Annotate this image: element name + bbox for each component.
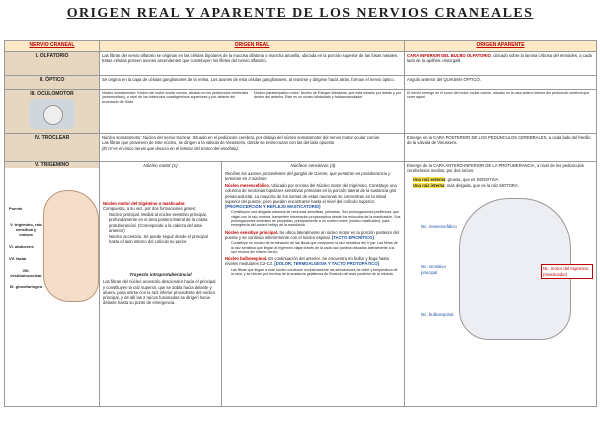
princ-note: Constituye un núcleo de terminación de las fibras que componen la raíz sensitiva del V par. Las fibras de la raíz sensitiva que llegan al trigémino viajan través de la cada raíz pontina ubicados lateralmente a la raíz motora del mismo nervio. bbox=[231, 241, 398, 254]
aparente-optico: Angulo anterior del QUIASMA ÓPTICO. bbox=[405, 76, 597, 90]
mes-note: Constituyen una delgada columna de neuronas sensitivas, primarias. Sus prolongaciones periféricas, que viajan con la raíz motora, transmiten información propioceptiva desde los músculos de la masticación. Sus prolongaciones centrales se proyectan, principalmente a un núcleo motor (núcleo masticador), para emergencia del control reflejo de la mandíbula. bbox=[231, 210, 401, 228]
princ-text: Se ubica lateralmente al núcleo motor en la porción posterior del puente y se continúa inferiormente con el núcleo espinal. bbox=[225, 229, 399, 240]
sensitive-heading: Núcleos sensitivos (3) bbox=[290, 163, 336, 168]
nerve-name-oculomotor bbox=[5, 90, 100, 134]
real-troclear bbox=[100, 134, 405, 162]
aparente-olfatorio-bold: CARA INFERIOR DEL BULBO OLFATORIO bbox=[407, 53, 491, 58]
aparente-raiz-externa bbox=[413, 177, 594, 182]
real-troclear-note: (El IV es el único nervio que decusa en el interior del tronco del encéfalo). bbox=[102, 145, 239, 151]
nerve-name-troclear: IV. TROCLEAR bbox=[5, 134, 100, 162]
mes-title: Núcleo mesencefálico. bbox=[225, 183, 271, 189]
raiz-interna-label: Una raíz interna bbox=[413, 182, 445, 188]
bulbo-text: Es continuación del anterior. Se encuentra en bulbo y llega hasta niveles medulares C2-C3. bbox=[225, 256, 389, 267]
princ-tag: [TACTO EPICRÍTICO] bbox=[331, 234, 374, 240]
motor-intro: Compuesto, a su vez, por dos formaciones grises: bbox=[103, 205, 197, 211]
col-header-real: ORIGEN REAL bbox=[100, 41, 405, 52]
real-oculomotor-parasimpatico: Núcleo parasimpático motor: Núcleo de Edinger-Westphal, que está situado por detrás y por dentro del anterior. Este es un núcleo bilobulado y fotoaccomodador bbox=[254, 91, 401, 100]
pons-shape bbox=[43, 190, 99, 302]
real-oculomotor-somatomotor: Núcleo somatomotor: Núcleo del motor ocular común, situado en los pedúnculos cerebrales (mesencéfalo), a nivel de los tubérculos cuadrigéminos superiores y por delante del acueducto de Silvio. bbox=[102, 91, 249, 104]
pons-label: Puente bbox=[9, 206, 23, 212]
motor-heading: Núcleo motor (1) bbox=[143, 163, 178, 168]
row-olfatorio bbox=[5, 52, 597, 76]
aparente-olfatorio bbox=[405, 52, 597, 76]
bulbo-tag: [DOLOR, TERMOALGESIA Y TACTO PROTOPÁTICO] bbox=[274, 261, 379, 267]
aparente-troclear: Emerge en la CARA POSTERIOR DE LOS PEDÚNCULOS CEREBRALES, a cada lado del frenillo de la válvula de Vieussens. bbox=[405, 134, 597, 162]
table-header-row bbox=[5, 41, 597, 52]
page-title: ORIGEN REAL Y APARENTE DE LOS NERVIOS CRANEALES bbox=[66, 6, 534, 21]
brain-label: Nc. sensitivo principal bbox=[421, 264, 446, 275]
motor-accesorio: Núcleo accesorio. Se puede seguir desde el principal hasta el lado interno del colículo su perior. bbox=[109, 234, 208, 245]
aparente-olfatorio-text: , ubicado sobre la lamina cribosa del etmoides, a cada lado de la apófisis crista galli. bbox=[407, 53, 592, 64]
real-optico: Se origina en la capa de células ganglionares de la retina. Los axones de esta células ganglionares, al reunirse y dirigirse hacia atrás, forman el nervio óptico. bbox=[100, 76, 405, 90]
aparente-trigemino-text: Emerge de la CARA ANTERO-INFERIOR DE LA PROTUBERANCIA, a nivel de los pedúnculos cerebelosos medios, por dos raíces: bbox=[407, 163, 584, 174]
sensitive-intro: Reciben los axones procedentes del ganglio de Gasser, que penetran en protuberancia y terminan en 3 núcleos: bbox=[225, 170, 391, 181]
brainstem-illustration bbox=[421, 194, 591, 344]
row-trigemino bbox=[5, 162, 597, 407]
motor-principal: Núcleo principal. Medial al núcleo sensitivo principal, profundamente en el área postero-lateral de la calota protuberancial. (Corresponde a la cabeza del asta anterior) bbox=[109, 212, 208, 233]
raiz-externa-label: Una raíz externa bbox=[413, 176, 446, 182]
aparente-oculomotor: El nervio emerge en el surco del motor ocular común, situado en la cara antero-interna del pedúnculo cerebral que corre aquel. bbox=[405, 90, 597, 134]
bulbo-title: Núcleo bulboespinal. bbox=[225, 256, 268, 262]
princ-title: Núcleo sensitivo principal. bbox=[225, 229, 279, 235]
row-optico bbox=[5, 76, 597, 90]
nerve-label-oculomotor: III. OCULOMOTOR bbox=[30, 91, 74, 97]
real-troclear-nucleus: Núcleo somatomotor: Núcleo del nervio troclear. Situado en el pedúnculo cerebral, por debajo del núcleo somatomotor del nervio motor ocular común. bbox=[102, 135, 381, 140]
aparente-raiz-interna bbox=[413, 183, 594, 188]
pons-label: IX. glosofaríngeo bbox=[9, 284, 43, 290]
cranial-nerves-table bbox=[4, 40, 597, 407]
pons-label: VI. abducens bbox=[9, 244, 34, 250]
bulbo-note: Las fibras que llegan a este núcleo conducen exclusivamente las sensaciones de dolor y temperatura de la cara, y se ubican por encima de la sustancia gelatinosa de Rolando del asta posterior de la médula. bbox=[231, 267, 398, 276]
real-troclear-fibers: Las fibras que provienen de este núcleo, se dirigen a la válvula de Vieussens, donde se entrecruzan con las del lado opuesto bbox=[102, 140, 335, 146]
col-header-aparente: ORIGEN APARENTE bbox=[405, 41, 597, 52]
raiz-interna-text: : más delgada, que es la raíz MOTORA. bbox=[444, 182, 519, 188]
mes-tag: (PROPIOCEPCIÓN Y REFLEJO MASTICATORIO) bbox=[225, 204, 321, 210]
pons-label: VII. facial bbox=[9, 256, 27, 262]
real-trigemino bbox=[100, 162, 405, 407]
trigemino-sensitive-column bbox=[222, 162, 404, 406]
pons-label: VIII. vestibulococlear bbox=[10, 268, 42, 279]
col-header-nervio: NERVIO CRANEAL bbox=[5, 41, 100, 52]
real-oculomotor bbox=[100, 90, 405, 134]
nerve-name-optico: II. ÓPTICO bbox=[5, 76, 100, 90]
motor-nucleus-title: Núcleo motor del trigémino o masticador. bbox=[103, 200, 186, 206]
pons-illustration bbox=[9, 172, 99, 322]
brain-label: Nc. bulboespinal bbox=[421, 312, 454, 317]
trayecto-text: Las fibras del núcleo accesorio descienden hacia el principal y constituyen la raíz superior, que se dobla hacia delante y afuera, para unirse con la raíz inferior procedente del núcleo principal, y de allí las 2 raíces fusionadas se dirigen hacia delante hasta su punto de emergencia. bbox=[103, 279, 216, 306]
trayecto-title: Trayecto intraprotuberancial bbox=[129, 271, 192, 277]
row-troclear bbox=[5, 134, 597, 162]
brain-label: Nc. motor del trigémino (masticador) bbox=[541, 264, 593, 279]
pons-label: V. trigémino, raíz sensitiva y motora bbox=[10, 222, 42, 238]
brain-label: Nc. mesencefálico bbox=[421, 224, 457, 229]
nerve-label-trigemino: V. TRIGÉMINO bbox=[5, 162, 99, 168]
aparente-trigemino bbox=[405, 162, 597, 407]
real-olfatorio: Las fibras del nervio olfatorio se originan en las células bipolares de la mucosa olfatoria o mancha amarilla, ubicada en la porción superior de las fosas nasales. Estas células poseen axones ascendentes que constituyen los filetes del nervio olfatorio. bbox=[100, 52, 405, 76]
row-oculomotor bbox=[5, 90, 597, 134]
nerve-name-olfatorio: I. OLFATORIO bbox=[5, 52, 100, 76]
nerve-name-trigemino bbox=[5, 162, 100, 407]
brainstem-section-image bbox=[29, 99, 75, 129]
mes-text: Ubicado por encima del Núcleo motor del trigémino. Constituye una columna de neuronas bipolares sensitivas primarias en la porción lateral de la sustancia gris periacueductal. La mayoría de los somas de estas neuronas se concentran en la mitad superior del puente, pero pueden encontrarse hasta el nivel del colículo superior. bbox=[225, 183, 397, 204]
raiz-externa-text: : gruesa, que es SENSITIVA. bbox=[445, 176, 500, 182]
trigemino-motor-column bbox=[100, 162, 222, 406]
